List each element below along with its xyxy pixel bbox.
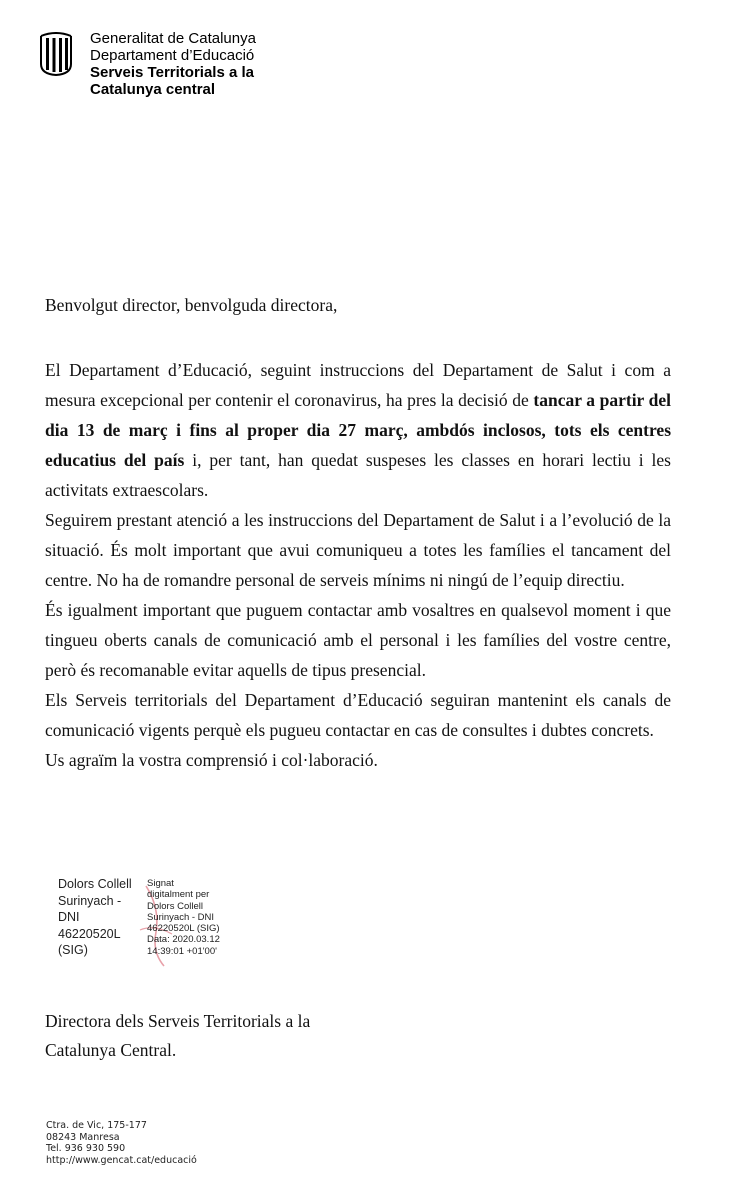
paragraph-closure-decision — [45, 355, 671, 505]
footer-website-link[interactable]: http://www.gencat.cat/educació — [46, 1154, 197, 1166]
digital-signature — [58, 876, 258, 976]
footer-city: 08243 Manresa — [46, 1131, 120, 1143]
signer-name-line: 46220520L — [58, 926, 121, 941]
paragraph-1-text-end: i, per tant, han quedat suspeses les classes en horari lectiu i les activitats extraescolars. — [45, 450, 671, 500]
signature-detail-line: Dolors Collell — [147, 900, 203, 912]
paragraph-1-text: El Departament d’Educació, seguint instruccions del Departament de Salut i com a mesura excepcional per contenir el coronavirus, ha pres la decisió de — [45, 360, 671, 410]
signer-title-line: Catalunya Central. — [45, 1040, 177, 1060]
letter-body — [45, 355, 671, 775]
org-line-services: Serveis Territorials a la — [90, 64, 254, 81]
signer-title-line: Directora dels Serveis Territorials a la — [45, 1011, 311, 1031]
footer-address: Ctra. de Vic, 175-177 — [46, 1120, 147, 1131]
signer-name-line: (SIG) — [58, 943, 88, 957]
paragraph-1-highlight: tancar a partir del dia 13 de març i fins al proper dia 27 març, ambdós inclosos, tots els centres educatius del país — [45, 390, 671, 470]
signer-name-line: Surinyach - — [58, 893, 122, 908]
paragraph-thanks: Us agraïm la vostra comprensió i col·laboració. — [45, 750, 378, 770]
paragraph-contact: És igualment important que puguem contactar amb vosaltres en qualsevol moment i que tingueu oberts canals de comunicació amb el personal i les famílies del vostre centre, però és recomanable evitar aquells de tipus presencial. — [45, 600, 671, 680]
org-line-region: Catalunya central — [90, 81, 216, 98]
footer-phone: Tel. 936 930 590 — [46, 1143, 126, 1154]
signer-title — [45, 1007, 671, 1065]
signer-name — [58, 876, 132, 959]
signature-date: Data: 2020.03.12 — [147, 934, 220, 946]
signature-detail-line: digitalment per — [147, 889, 210, 901]
signature-detail-line: 46220520L (SIG) — [147, 923, 220, 935]
signer-name-line: DNI — [58, 910, 80, 924]
organization-name — [90, 30, 256, 98]
footer-contact — [46, 1120, 197, 1166]
signature-detail-line: Signat — [147, 878, 174, 889]
salutation: Benvolgut director, benvolguda directora, — [45, 295, 338, 315]
org-line-generalitat: Generalitat de Catalunya — [90, 30, 256, 47]
paragraph-territorial-services: Els Serveis territorials del Departament d’Educació seguiran mantenint els canals de comunicació vigents perquè els pugueu contactar en cas de consultes i dubtes concrets. — [45, 690, 671, 740]
org-line-department: Departament d’Educació — [90, 47, 255, 64]
paragraph-follow-instructions: Seguirem prestant atenció a les instruccions del Departament de Salut i a l’evolució de la situació. És molt important que avui comuniqueu a totes les famílies el tancament del centre. No ha de romandre personal de serveis mínims ni ningú de l’equip directiu. — [45, 510, 671, 590]
generalitat-logo-icon — [38, 32, 74, 76]
signer-name-line: Dolors Collell — [58, 877, 132, 891]
signature-detail-line: Surinyach - DNI — [147, 911, 215, 923]
signature-time: 14:39:01 +01'00' — [147, 945, 217, 957]
signature-details — [147, 878, 220, 957]
